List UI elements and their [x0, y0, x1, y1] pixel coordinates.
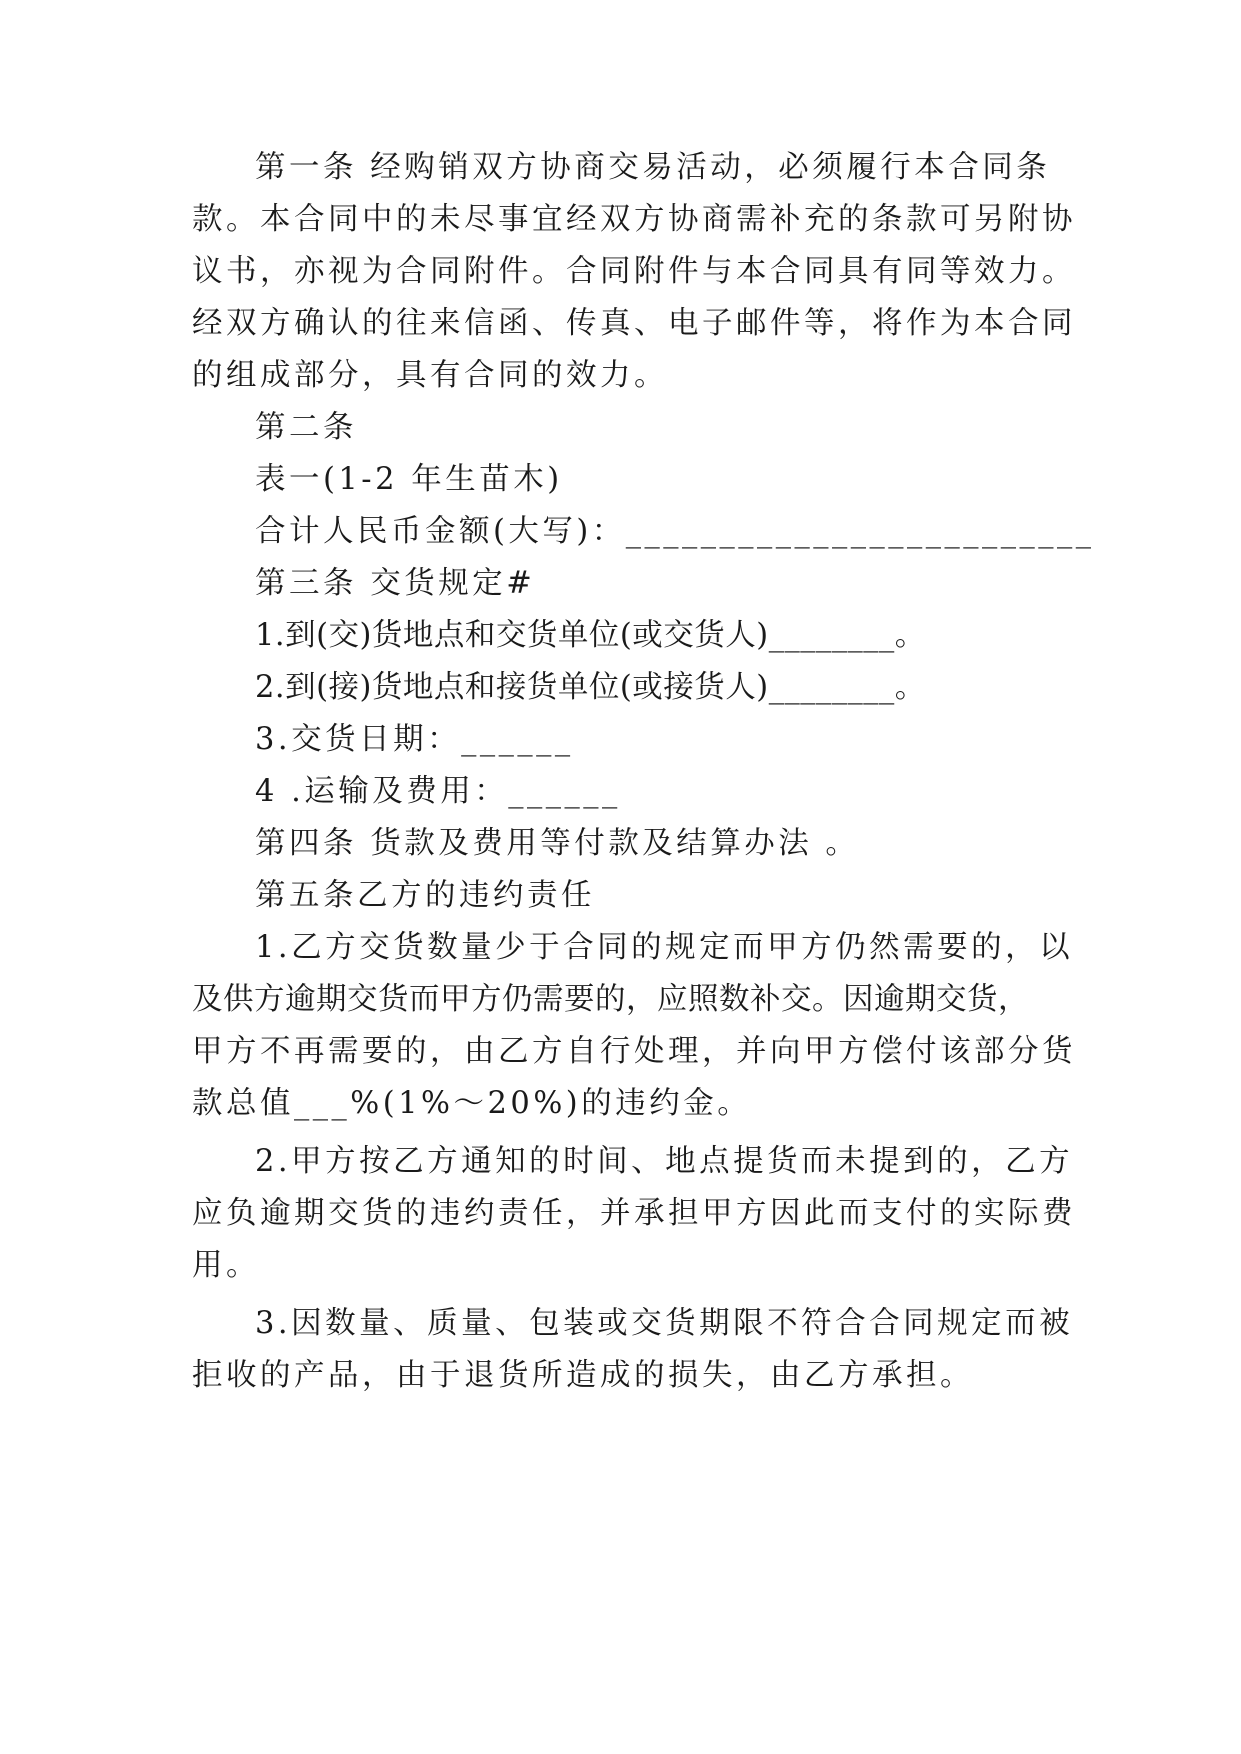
article-3-heading: 第三条 交货规定# [255, 566, 536, 601]
total-amount-line: 合计人民币金额(大写)：_________________________ [255, 514, 1095, 549]
breach-item-3-line-2: 拒收的产品，由于退货所造成的损失，由乙方承担。 [192, 1358, 974, 1393]
article-4-heading: 第四条 货款及费用等付款及结算办法 。 [255, 826, 860, 861]
breach-item-2-line-3: 用。 [192, 1248, 260, 1283]
article-2-heading: 第二条 [255, 410, 357, 445]
delivery-item-1: 1.到(交)货地点和交货单位(或交货人)________。 [255, 618, 926, 653]
breach-item-1-line-3: 甲方不再需要的，由乙方自行处理，并向甲方偿付该部分货 [192, 1034, 1076, 1069]
breach-item-1-line-4: 款总值___%(1%～20%)的违约金。 [192, 1086, 752, 1121]
article-1-line-3: 议书，亦视为合同附件。合同附件与本合同具有同等效力。 [192, 254, 1076, 289]
article-1-line-1: 第一条 经购销双方协商交易活动，必须履行本合同条 [255, 150, 1051, 185]
breach-item-3-line-1: 3.因数量、质量、包装或交货期限不符合合同规定而被 [255, 1306, 1074, 1341]
article-1-line-5: 的组成部分，具有合同的效力。 [192, 358, 668, 393]
breach-item-2-line-2: 应负逾期交货的违约责任，并承担甲方因此而支付的实际费 [192, 1196, 1076, 1231]
article-1-line-2: 款。本合同中的未尽事宜经双方协商需补充的条款可另附协 [192, 202, 1076, 237]
breach-item-1-line-1: 1.乙方交货数量少于合同的规定而甲方仍然需要的，以 [255, 930, 1074, 965]
article-5-heading: 第五条乙方的违约责任 [255, 878, 595, 913]
breach-item-2-line-1: 2.甲方按乙方通知的时间、地点提货而未提到的，乙方 [255, 1144, 1074, 1179]
delivery-item-2: 2.到(接)货地点和接货单位(或接货人)________。 [255, 670, 926, 705]
breach-item-1-line-2: 及供方逾期交货而甲方仍需要的，应照数补交。因逾期交货， [192, 982, 1029, 1017]
article-1-line-4: 经双方确认的往来信函、传真、电子邮件等，将作为本合同 [192, 306, 1076, 341]
delivery-item-3: 3.交货日期：______ [255, 722, 574, 757]
table-1-caption: 表一(1-2 年生苗木) [255, 462, 563, 497]
delivery-item-4: 4 .运输及费用：______ [255, 774, 621, 809]
